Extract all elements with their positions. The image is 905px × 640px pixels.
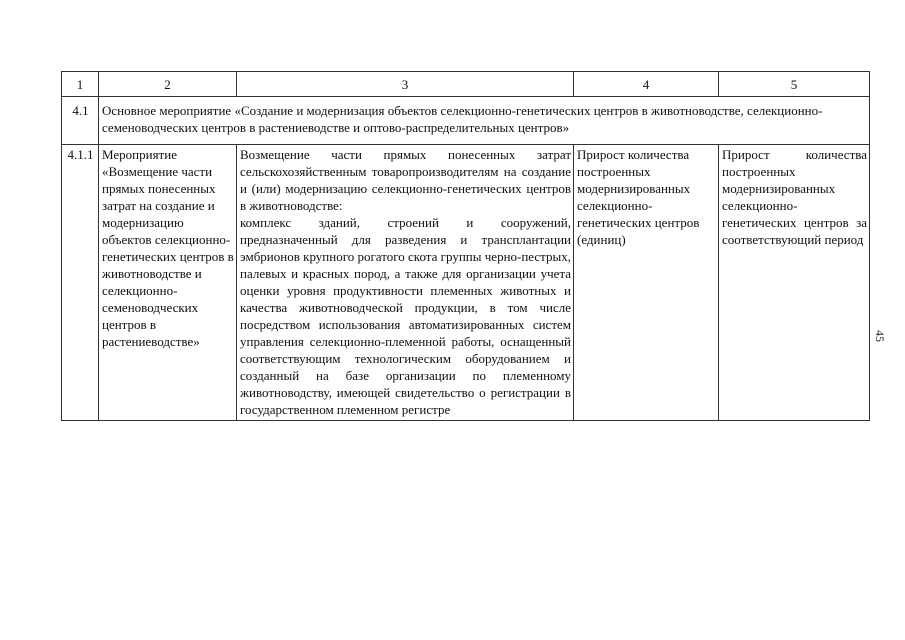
measures-table (61, 71, 870, 421)
header-cell-5: 5 (719, 72, 870, 97)
header-cell-2: 2 (99, 72, 237, 97)
result-cell: Прирост количества построенных модернизированных селекционно-генетических центров за соответствующий период (719, 145, 870, 421)
measure-description-cell (237, 145, 574, 421)
section-row (62, 97, 870, 145)
section-number: 4.1 (62, 97, 99, 145)
description-part-1: Возмещение части прямых понесенных затрат сельскохозяйственным товаропроизводителям на создание и (или) модернизацию селекционно-генетических центров в животноводстве: (240, 147, 571, 213)
table-row (62, 145, 870, 421)
description-part-2: комплекс зданий, строений и сооружений, предназначенный для разведения и трансплантации эмбрионов крупного рогатого скота группы черно-пестрых, палевых и красных пород, а также для организации учета оценки уровня продуктивности племенных животных и качества животноводческой продукции, в том числе посредством использования автоматизированных систем управления селекционно-племенной работы, оснащенный соответствующим технологическим оборудованием и созданный на базе организации по племенному животноводству, имеющей свидетельство о регистрации в государственном племенном регистре (240, 215, 571, 417)
header-cell-3: 3 (237, 72, 574, 97)
row-number: 4.1.1 (62, 145, 99, 421)
indicator-cell: Прирост количества построенных модернизированных селекционно-генетических центров (единиц) (574, 145, 719, 421)
header-cell-4: 4 (574, 72, 719, 97)
header-cell-1: 1 (62, 72, 99, 97)
section-title: Основное мероприятие «Создание и модернизация объектов селекционно-генетических центров в животноводстве, селекционно-семеноводческих центров в растениеводстве и оптово-распределительных центров» (99, 97, 870, 145)
table-header-row (62, 72, 870, 97)
page-number: 45 (873, 330, 887, 342)
measure-name-cell: Мероприятие «Возмещение части прямых понесенных затрат на создание и модернизацию объектов селекционно-генетических центров в животноводстве и селекционно-семеноводческих центров в растениеводстве» (99, 145, 237, 421)
